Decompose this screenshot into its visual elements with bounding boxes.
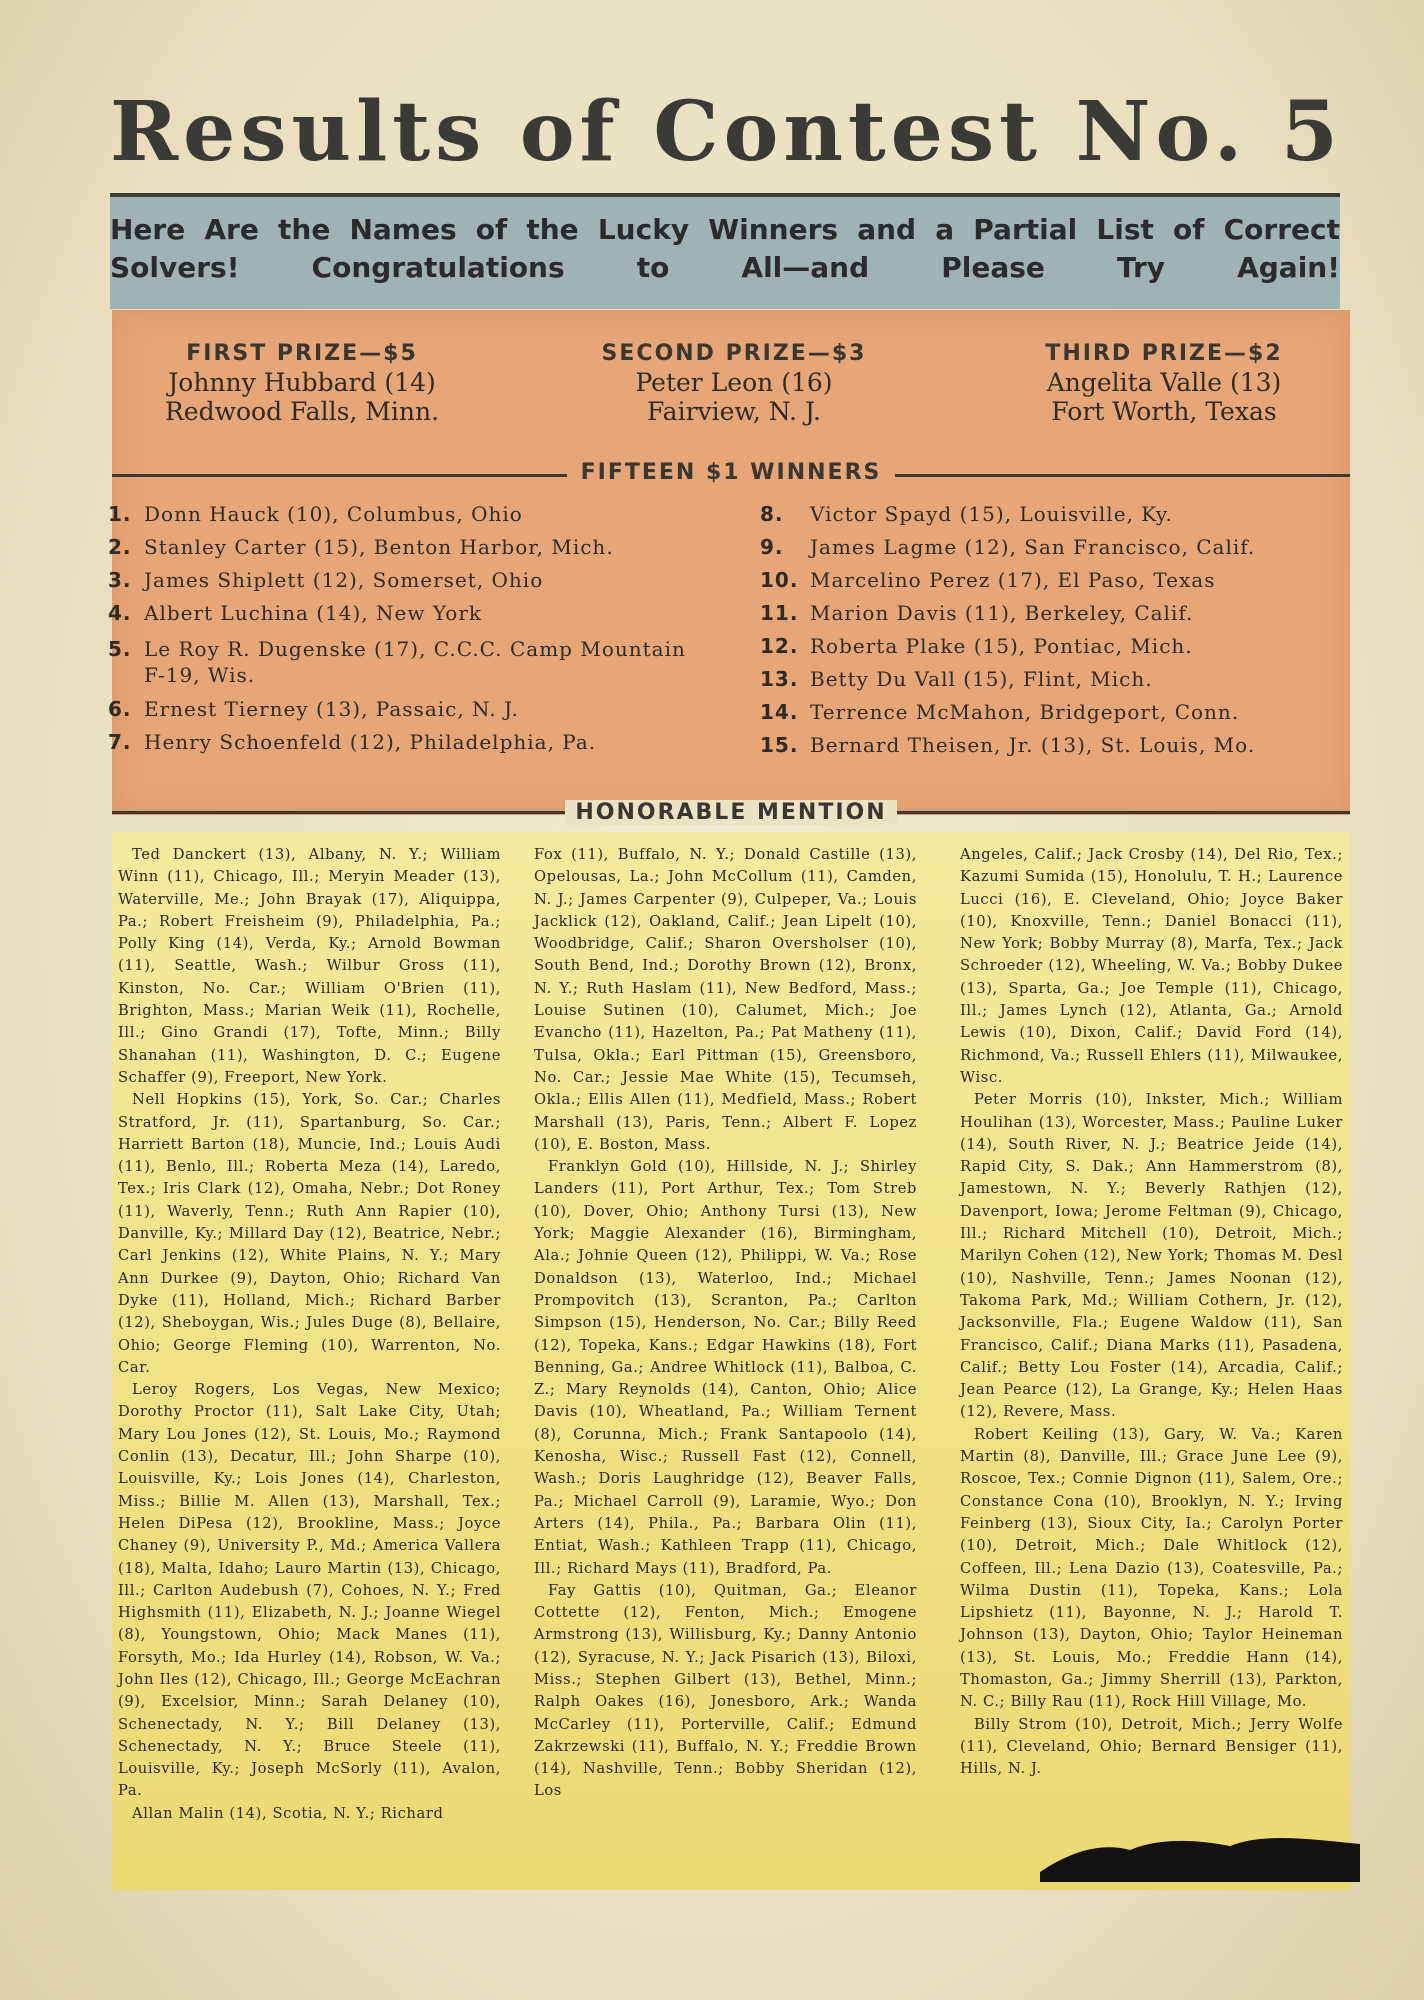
winner-text: Marcelino Perez (17), El Paso, Texas bbox=[810, 568, 1216, 592]
list-item bbox=[108, 564, 708, 597]
first-prize bbox=[112, 340, 492, 426]
honorable-paragraph: Angeles, Calif.; Jack Crosby (14), Del Rio, Tex.; Kazumi Sumida (15), Honolulu, T. H.; Laurence Lucci (16), E. Cleveland, Ohio; Joyce Baker (10), Knoxville, Tenn.; Daniel Bonacci (11), New York; Bobby Murray (8), Marfa, Tex.; Jack Schroeder (12), Wheeling, W. Va.; Bobby Dukee (13), Sparta, Ga.; Joe Temple (11), Chicago, Ill.; James Lynch (12), Atlanta, Ga.; Arnold Lewis (10), Dixon, Calif.; David Ford (14), Richmond, Va.; Russell Ehlers (11), Milwaukee, Wisc. bbox=[960, 846, 1343, 1086]
winner-text: Albert Luchina (14), New York bbox=[144, 601, 483, 625]
winner-text: Stanley Carter (15), Benton Harbor, Mich. bbox=[144, 535, 614, 559]
list-item bbox=[760, 498, 1350, 531]
winner-text: Roberta Plake (15), Pontiac, Mich. bbox=[810, 634, 1193, 658]
prize-heading: THIRD PRIZE—$2 bbox=[1045, 341, 1283, 366]
list-item bbox=[760, 597, 1350, 630]
winner-number: 12. bbox=[760, 634, 799, 658]
winner-text: Le Roy R. Dugenske (17), C.C.C. Camp Mountain F-19, Wis. bbox=[144, 637, 686, 687]
list-item bbox=[108, 597, 708, 630]
honorable-paragraph: Nell Hopkins (15), York, So. Car.; Charles Stratford, Jr. (11), Spartanburg, So. Car.; Harriett Barton (18), Muncie, Ind.; Louis Audi (11), Benlo, Ill.; Roberta Meza (14), Laredo, Tex.; Iris Clark (12), Omaha, Nebr.; Dot Roney (11), Waverly, Tenn.; Ruth Ann Rapier (10), Danville, Ky.; Millard Day (12), Beatrice, Nebr.; Carl Jenkins (12), White Plains, N. Y.; Mary Ann Durkee (9), Dayton, Ohio; Richard Van Dyke (11), Holland, Mich.; Richard Barber (12), Sheboygan, Wis.; Jules Duge (8), Bellaire, Ohio; George Fleming (10), Warrenton, No. Car. bbox=[118, 1091, 501, 1376]
prize-winner-name: Angelita Valle (13) bbox=[1046, 368, 1282, 397]
winner-number: 9. bbox=[760, 535, 784, 559]
honorable-paragraph: Ted Danckert (13), Albany, N. Y.; William Winn (11), Chicago, Ill.; Meryin Meader (13), Waterville, Me.; John Brayak (17), Aliquippa, Pa.; Robert Freisheim (9), Philadelphia, Pa.; Polly King (14), Verda, Ky.; Arnold Bowman (11), Seattle, Wash.; Wilbur Gross (11), Kinston, No. Car.; William O'Brien (11), Brighton, Mass.; Marian Weik (11), Rochelle, Ill.; Gino Grandi (17), Tofte, Minn.; Billy Shanahan (11), Washington, D. C.; Eugene Schaffer (9), Freeport, New York. bbox=[118, 846, 501, 1086]
winner-number: 14. bbox=[760, 700, 799, 724]
winners-left-column bbox=[108, 498, 708, 759]
prize-heading: SECOND PRIZE—$3 bbox=[601, 341, 867, 366]
winner-text: Bernard Theisen, Jr. (13), St. Louis, Mo. bbox=[810, 733, 1256, 757]
winner-number: 10. bbox=[760, 568, 799, 592]
prize-heading: FIRST PRIZE—$5 bbox=[186, 341, 418, 366]
winner-number: 15. bbox=[760, 733, 799, 757]
honorable-mention-box bbox=[112, 832, 1350, 1890]
winners-right-column bbox=[760, 498, 1350, 762]
page-title: Results of Contest No. 5 bbox=[110, 84, 1343, 180]
list-item bbox=[108, 693, 708, 726]
list-item bbox=[108, 531, 708, 564]
third-prize bbox=[974, 340, 1354, 426]
prize-winner-place: Fort Worth, Texas bbox=[1051, 397, 1277, 426]
winner-number: 11. bbox=[760, 601, 799, 625]
list-item bbox=[760, 564, 1350, 597]
honorable-column-2 bbox=[534, 844, 917, 1803]
list-item bbox=[760, 531, 1350, 564]
list-item bbox=[108, 726, 708, 759]
winner-number: 7. bbox=[108, 730, 132, 754]
prize-winner-place: Fairview, N. J. bbox=[647, 397, 821, 426]
honorable-column-3 bbox=[960, 844, 1343, 1780]
honorable-paragraph: Allan Malin (14), Scotia, N. Y.; Richard bbox=[132, 1804, 444, 1822]
second-prize bbox=[544, 340, 924, 426]
winner-text: Terrence McMahon, Bridgeport, Conn. bbox=[810, 700, 1240, 724]
prize-winner-place: Redwood Falls, Minn. bbox=[164, 397, 440, 426]
winner-number: 4. bbox=[108, 601, 132, 625]
honorable-paragraph: Robert Keiling (13), Gary, W. Va.; Karen Martin (8), Danville, Ill.; Grace June Lee (9), Roscoe, Tex.; Connie Dignon (11), Salem, Ore.; Constance Cona (10), Brooklyn, N. Y.; Irving Feinberg (13), Sioux City, Ia.; Carolyn Porter (10), Detroit, Mich.; Dale Whitlock (12), Coffeen, Ill.; Lena Dazio (13), Coatesville, Pa.; Wilma Dustin (11), Topeka, Kans.; Lola Lipshietz (11), Bayonne, N. J.; Harold T. Johnson (13), Dayton, Ohio; Taylor Heineman (13), St. Louis, Mo.; Freddie Hann (14), Thomaston, Ga.; Jimmy Sherrill (13), Parkton, N. C.; Billy Rau (11), Rock Hill Village, Mo. bbox=[960, 1425, 1343, 1711]
list-item bbox=[760, 729, 1350, 762]
winner-number: 8. bbox=[760, 502, 784, 526]
honorable-paragraph: Fay Gattis (10), Quitman, Ga.; Eleanor Cottette (12), Fenton, Mich.; Emogene Armstrong (13), Willisburg, Ky.; Danny Antonio (12), Syracuse, N. Y.; Jack Pisarich (13), Biloxi, Miss.; Stephen Gilbert (13), Bethel, Minn.; Ralph Oakes (16), Jonesboro, Ark.; Wanda McCarley (11), Porterville, Calif.; Edmund Zakrzewski (11), Buffalo, N. Y.; Freddie Brown (14), Nashville, Tenn.; Bobby Sheridan (12), Los bbox=[534, 1581, 917, 1800]
winner-text: Ernest Tierney (13), Passaic, N. J. bbox=[144, 697, 519, 721]
list-item bbox=[760, 630, 1350, 663]
winner-text: Donn Hauck (10), Columbus, Ohio bbox=[144, 502, 523, 526]
winner-text: Victor Spayd (15), Louisville, Ky. bbox=[810, 502, 1173, 526]
prize-winner-name: Peter Leon (16) bbox=[635, 368, 833, 397]
honorable-paragraph: Billy Strom (10), Detroit, Mich.; Jerry Wolfe (11), Cleveland, Ohio; Bernard Bensiger (11), Hills, N. J. bbox=[960, 1715, 1343, 1778]
congratulations-banner bbox=[110, 193, 1340, 309]
list-item bbox=[108, 636, 704, 688]
list-item bbox=[108, 498, 708, 531]
honorable-paragraph: Franklyn Gold (10), Hillside, N. J.; Shirley Landers (11), Port Arthur, Tex.; Tom Streb (10), Dover, Ohio; Anthony Tursi (13), New York; Maggie Alexander (16), Birmingham, Ala.; Johnie Queen (12), Philippi, W. Va.; Rose Donaldson (13), Waterloo, Ind.; Michael Prompovitch (13), Scranton, Pa.; Carlton Simpson (15), Henderson, No. Car.; Billy Reed (12), Topeka, Kans.; Edgar Hawkins (18), Fort Benning, Ga.; Andree Whitlock (11), Balboa, C. Z.; Mary Reynolds (14), Canton, Ohio; Alice Davis (10), Wheatland, Pa.; William Ternent (8), Corunna, Mich.; Frank Santapoolo (14), Kenosha, Wisc.; Russell Fast (12), Connell, Wash.; Doris Laughridge (12), Beaver Falls, Pa.; Michael Carroll (9), Laramie, Wyo.; Don Arters (14), Phila., Pa.; Barbara Olin (11), Entiat, Wash.; Kathleen Trapp (11), Chicago, Ill.; Richard Mays (11), Bradford, Pa. bbox=[534, 1158, 917, 1577]
winner-text: James Shiplett (12), Somerset, Ohio bbox=[144, 568, 544, 592]
honorable-paragraph: Fox (11), Buffalo, N. Y.; Donald Castille (13), Opelousas, La.; John McCollum (11), Camden, N. J.; James Carpenter (9), Culpeper, Va.; Louis Jacklick (12), Oakland, Calif.; Jean Lipelt (10), Woodbridge, Calif.; Sharon Oversholser (10), South Bend, Ind.; Dorothy Brown (12), Bronx, N. Y.; Ruth Haslam (11), New Bedford, Mass.; Louise Sutinen (10), Calumet, Mich.; Joe Evancho (11), Hazelton, Pa.; Pat Matheny (11), Tulsa, Okla.; Earl Pittman (15), Greensboro, No. Car.; Jessie Mae White (15), Tecumseh, Okla.; Ellis Allen (11), Medfield, Mass.; Robert Marshall (13), Paris, Tenn.; Albert F. Lopez (10), E. Boston, Mass. bbox=[534, 846, 917, 1153]
prize-winner-name: Johnny Hubbard (14) bbox=[168, 368, 436, 397]
winner-text: Betty Du Vall (15), Flint, Mich. bbox=[810, 667, 1153, 691]
winner-number: 3. bbox=[108, 568, 132, 592]
honorable-mention-label: HONORABLE MENTION bbox=[565, 800, 896, 825]
winner-number: 6. bbox=[108, 697, 132, 721]
list-item bbox=[760, 663, 1350, 696]
honorable-paragraph: Peter Morris (10), Inkster, Mich.; William Houlihan (13), Worcester, Mass.; Pauline Luker (14), South River, N. J.; Beatrice Jeide (14), Rapid City, S. Dak.; Ann Hammerstrom (8), Jamestown, N. Y.; Beverly Rathjen (12), Davenport, Iowa; Jerome Feltman (9), Chicago, Ill.; Richard Mitchell (10), Detroit, Mich.; Marilyn Cohen (12), New York; Thomas M. Desl (10), Nashville, Tenn.; James Noonan (12), Takoma Park, Md.; William Cothern, Jr. (12), Jacksonville, Fla.; Eugene Waldow (11), San Francisco, Calif.; Diana Marks (11), Pasadena, Calif.; Betty Lou Foster (14), Arcadia, Calif.; Jean Pearce (12), La Grange, Ky.; Helen Haas (12), Revere, Mass. bbox=[960, 1091, 1343, 1421]
honorable-mention-heading bbox=[112, 800, 1350, 830]
list-item bbox=[760, 696, 1350, 729]
winner-number: 13. bbox=[760, 667, 799, 691]
fifteen-winners-label: FIFTEEN $1 WINNERS bbox=[567, 460, 896, 485]
winner-number: 2. bbox=[108, 535, 132, 559]
winner-number: 1. bbox=[108, 502, 132, 526]
fifteen-winners-heading bbox=[112, 460, 1350, 490]
prize-box bbox=[108, 310, 1350, 815]
banner-text: Here Are the Names of the Lucky Winners and a Partial List of Correct Solvers! Congratulations to All—and Please Try Again! bbox=[110, 213, 1340, 284]
winner-number: 5. bbox=[108, 637, 132, 661]
winner-text: James Lagme (12), San Francisco, Calif. bbox=[810, 535, 1256, 559]
torn-paper-damage bbox=[1040, 1832, 1360, 1882]
winner-text: Henry Schoenfeld (12), Philadelphia, Pa. bbox=[144, 730, 597, 754]
honorable-column-1 bbox=[118, 844, 501, 1825]
winner-text: Marion Davis (11), Berkeley, Calif. bbox=[810, 601, 1194, 625]
honorable-paragraph: Leroy Rogers, Los Vegas, New Mexico; Dorothy Proctor (11), Salt Lake City, Utah; Mary Lou Jones (12), St. Louis, Mo.; Raymond Conlin (13), Decatur, Ill.; John Sharpe (10), Louisville, Ky.; Lois Jones (14), Charleston, Miss.; Billie M. Allen (13), Marshall, Tex.; Helen DiPesa (12), Brookline, Mass.; Joyce Chaney (9), University P., Md.; America Vallera (18), Malta, Idaho; Lauro Martin (13), Chicago, Ill.; Carlton Audebush (7), Cohoes, N. Y.; Fred Highsmith (11), Elizabeth, N. J.; Joanne Wiegel (8), Youngstown, Ohio; Mack Manes (11), Forsyth, Mo.; Ida Hurley (14), Robson, W. Va.; John Iles (12), Chicago, Ill.; George McEachran (9), Excelsior, Minn.; Sarah Delaney (10), Schenectady, N. Y.; Bill Delaney (13), Schenectady, N. Y.; Bruce Steele (11), Louisville, Ky.; Joseph McSorly (11), Avalon, Pa. bbox=[118, 1381, 501, 1800]
